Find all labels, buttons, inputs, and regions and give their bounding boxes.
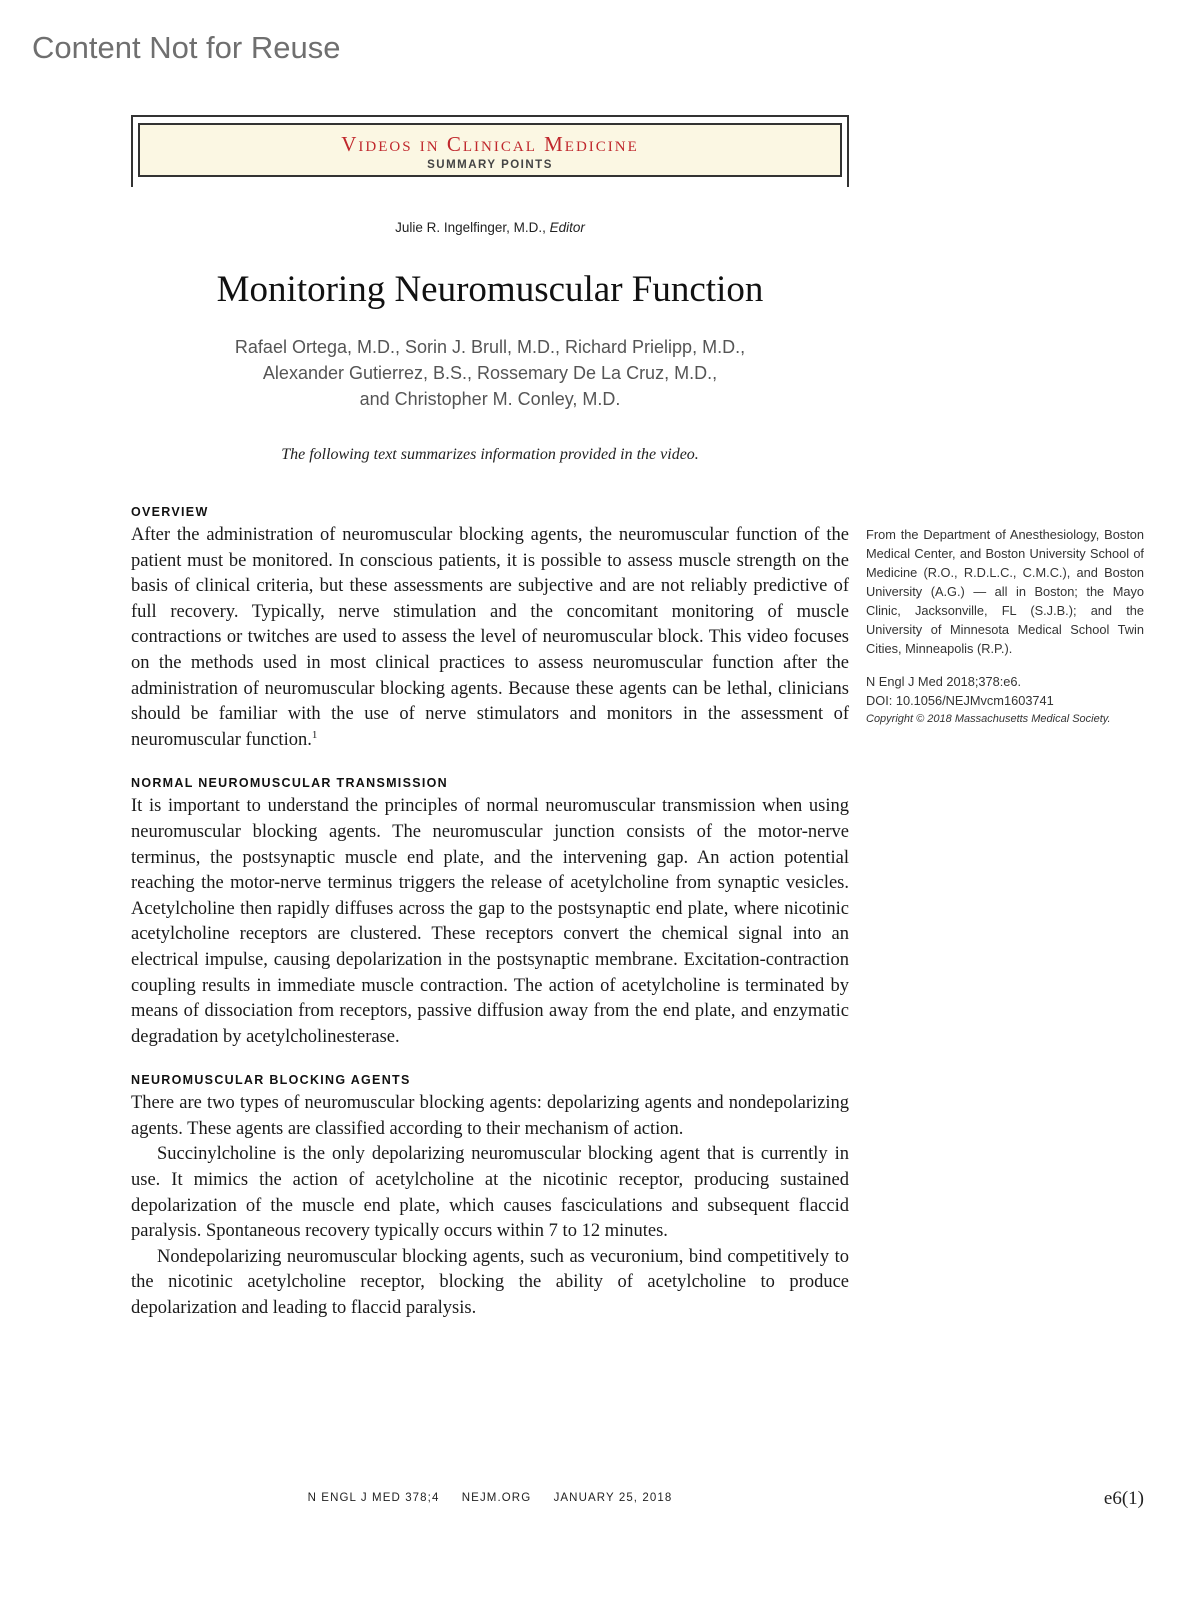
editor-name: Julie R. Ingelfinger, M.D.,: [395, 220, 550, 235]
author-list: [131, 334, 849, 412]
footer-journal: N ENGL J MED 378;4: [307, 1492, 440, 1504]
doi-link[interactable]: DOI: 10.1056/NEJMvcm1603741: [866, 693, 1054, 708]
reference-marker[interactable]: 1: [311, 728, 318, 741]
author-line: Alexander Gutierrez, B.S., Rossemary De La Cruz, M.D.,: [262, 363, 718, 383]
paragraph-text: After the administration of neuromuscular blocking agents, the neuromuscular function of the patient must be monitored. In conscious patients, it is possible to assess muscle strength on the basis of clinical criteria, but these assessments are subjective and are not reliably predictive of full recovery. Typically, nerve stimulation and the concomitant monitoring of muscle contractions or twitches are used to assess the level of neuromuscular block. This video focuses on the methods used in most clinical practices to assess neuromuscular function after the administration of neuromuscular blocking agents. Because these agents can be lethal, clinicians should be familiar with the use of nerve stimulators and monitors in the assessment of neuromuscular function.: [131, 525, 849, 750]
footer-date: JANUARY 25, 2018: [553, 1492, 673, 1504]
page-number: e6(1): [1103, 1488, 1144, 1509]
banner-title: Videos in Clinical Medicine: [341, 132, 639, 156]
section-heading: NORMAL NEUROMUSCULAR TRANSMISSION: [131, 776, 448, 791]
banner-subtitle: SUMMARY POINTS: [427, 159, 553, 171]
section-banner: [131, 115, 849, 187]
footer-info: [131, 1492, 849, 1504]
section-blocking-agents: [131, 1072, 849, 1321]
section-heading: OVERVIEW: [131, 505, 209, 519]
editor-line: [131, 220, 849, 235]
article-title: Monitoring Neuromuscular Function: [216, 269, 764, 310]
article-body: [131, 504, 849, 1344]
section-transmission: [131, 775, 849, 1050]
affiliation: From the Department of Anesthesiology, Boston Medical Center, and Boston University School of Medicine (R.O., R.D.L.C., C.M.C.), and Boston University (A.G.) — all in Boston; the Mayo Clinic, Jacksonville, FL (S.J.B.); and the University of Minnesota Medical School Twin Cities, Minneapolis (R.P.).: [866, 527, 1144, 656]
author-line: and Christopher M. Conley, M.D.: [359, 389, 621, 409]
paragraph: There are two types of neuromuscular blocking agents: depolarizing agents and nondepolarizing agents. These agents are classified according to their mechanism of action.: [131, 1093, 849, 1139]
copyright: Copyright © 2018 Massachusetts Medical Society.: [866, 713, 1111, 725]
editor-role: Editor: [549, 220, 585, 235]
section-heading: NEUROMUSCULAR BLOCKING AGENTS: [131, 1073, 411, 1088]
paragraph: Succinylcholine is the only depolarizing neuromuscular blocking agent that is currently in use. It mimics the action of acetylcholine at the nicotinic receptor, producing sustained depolarization of the muscle end plate, which causes fasciculations and subsequent flaccid paralysis. Spontaneous recovery typically occurs within 7 to 12 minutes.: [131, 1144, 849, 1242]
paragraph: Nondepolarizing neuromuscular blocking agents, such as vecuronium, bind competitively to the nicotinic acetylcholine receptor, blocking the ability of acetylcholine to produce depolarization and leading to flaccid paralysis.: [131, 1246, 849, 1319]
watermark-text: Content Not for Reuse: [32, 30, 341, 65]
section-overview: [131, 504, 849, 753]
summary-note: The following text summarizes information provided in the video.: [281, 446, 699, 463]
footer-site: NEJM.ORG: [461, 1492, 532, 1504]
citation: N Engl J Med 2018;378:e6.: [866, 674, 1022, 689]
paragraph: It is important to understand the principles of normal neuromuscular transmission when using neuromuscular blocking agents. The neuromuscular junction consists of the motor-nerve terminus, the postsynaptic muscle end plate, and the intervening gap. An action potential reaching the motor-nerve terminus triggers the release of acetylcholine from synaptic vesicles. Acetylcholine then rapidly diffuses across the gap to the postsynaptic end plate, where nicotinic acetylcholine receptors are clustered. These receptors convert the chemical signal into an electrical impulse, causing depolarization in the postsynaptic membrane. Excitation-contraction coupling results in immediate muscle contraction. The action of acetylcholine is terminated by means of dissociation from receptors, passive diffusion away from the end plate, and enzymatic degradation by acetylcholinesterase.: [131, 796, 849, 1047]
sidebar: [866, 525, 1144, 729]
author-line: Rafael Ortega, M.D., Sorin J. Brull, M.D., Richard Prielipp, M.D.,: [234, 337, 746, 357]
paragraph: [131, 523, 849, 753]
banner-box: [138, 123, 842, 177]
